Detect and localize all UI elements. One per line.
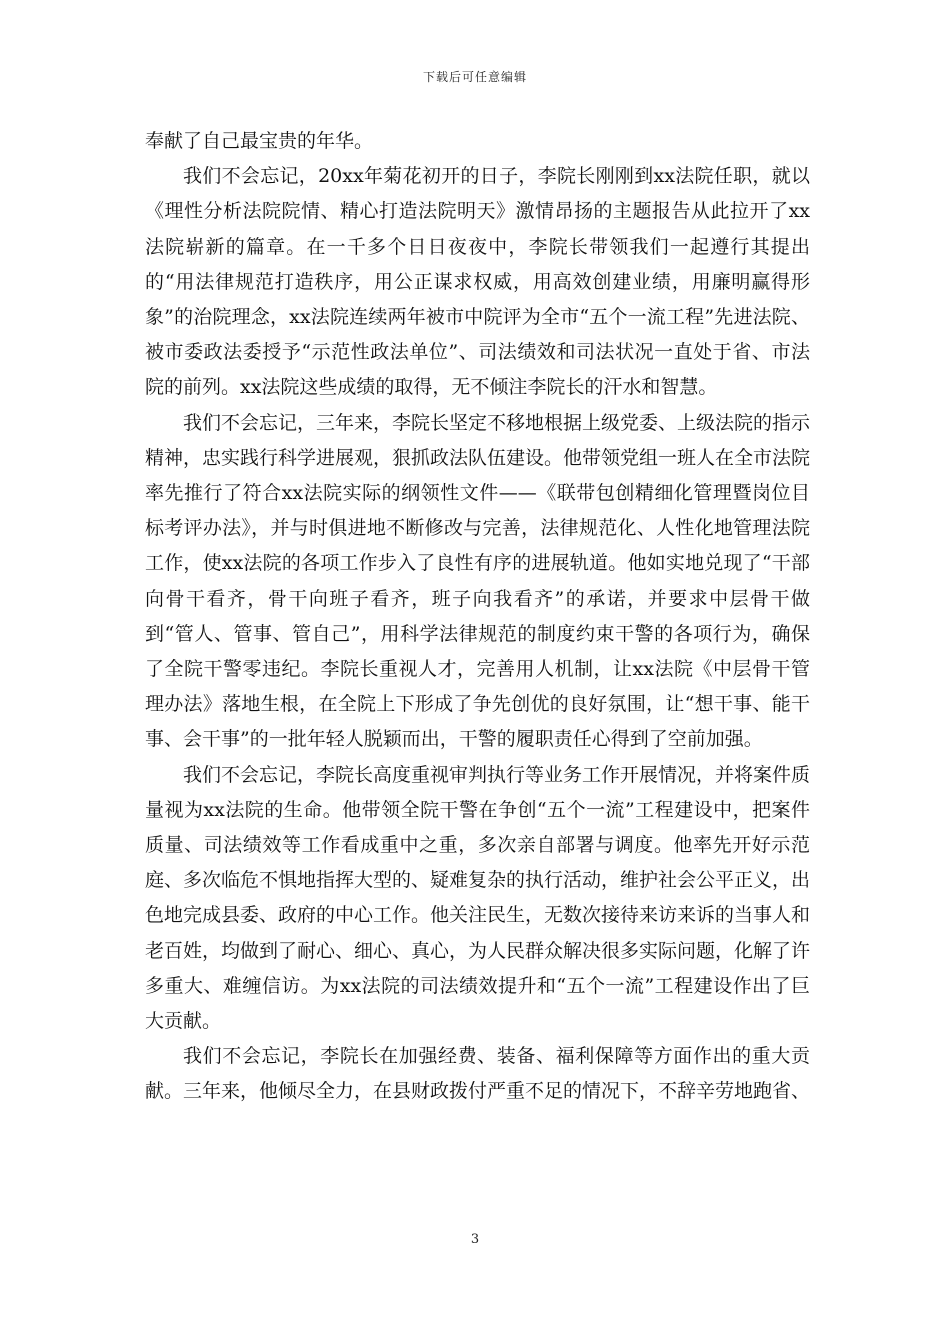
paragraph-3: 我们不会忘记，李院长高度重视审判执行等业务工作开展情况，并将案件质量视为xx法院的生命。他带领全院干警在争创“五个一流”工程建设中，把案件质量、司法绩效等工作看成重中之重，多次亲自部署与调度。他率先开好示范庭、多次临危不惧地指挥大型的、疑难复杂的执行活动，维护社会公平正义，出色地完成县委、政府的中心工作。他关注民生，无数次接待来访来诉的当事人和老百姓，均做到了耐心、细心、真心，为人民群众解决很多实际问题，化解了许多重大、难缠信访。为xx法院的司法绩效提升和“五个一流”工程建设作出了巨大贡献。	[145, 763, 811, 1033]
paragraph-4: 我们不会忘记，李院长在加强经费、装备、福利保障等方面作出的重大贡献。三年来，他倾尽全力，在县财政拨付严重不足的情况下，不辞辛劳地跑省、	[145, 1045, 811, 1103]
page-number: 3	[470, 1232, 480, 1247]
document-body	[145, 124, 810, 1110]
paragraph-2: 我们不会忘记，三年来，李院长坚定不移地根据上级党委、上级法院的指示精神，忠实践行科学进展观，狠抓政法队伍建设。他带领党组一班人在全市法院率先推行了符合xx法院实际的纲领性文件——《联带包创精细化管理暨岗位目标考评办法》，并与时俱进地不断修改与完善，法律规范化、人性化地管理法院工作，使xx法院的各项工作步入了良性有序的进展轨道。他如实地兑现了“干部向骨干看齐，骨干向班子看齐，班子向我看齐”的承诺，并要求中层骨干做到“管人、管事、管自己”，用科学法律规范的制度约束干警的各项行为，确保了全院干警零违纪。李院长重视人才，完善用人机制，让xx法院《中层骨干管理办法》落地生根，在全院上下形成了争先创优的良好氛围，让“想干事、能干事、会干事”的一批年轻人脱颖而出，干警的履职责任心得到了空前加强。	[145, 411, 811, 751]
paragraph-continuation: 奉献了自己最宝贵的年华。	[145, 130, 374, 152]
paragraph-1: 我们不会忘记，20xx年菊花初开的日子，李院长刚刚到xx法院任职，就以《理性分析法院院情、精心打造法院明天》激情昂扬的主题报告从此拉开了xx法院崭新的篇章。在一千多个日日夜夜中，李院长带领我们一起遵行其提出的“用法律规范打造秩序，用公正谋求权威，用高效创建业绩，用廉明赢得形象”的治院理念，xx法院连续两年被市中院评为全市“五个一流工程”先进法院、被市委政法委授予“示范性政法单位”、司法绩效和司法状况一直处于省、市法院的前列。xx法院这些成绩的取得，无不倾注李院长的汗水和智慧。	[145, 165, 810, 399]
page-header-note: 下载后可任意编辑	[422, 70, 527, 84]
